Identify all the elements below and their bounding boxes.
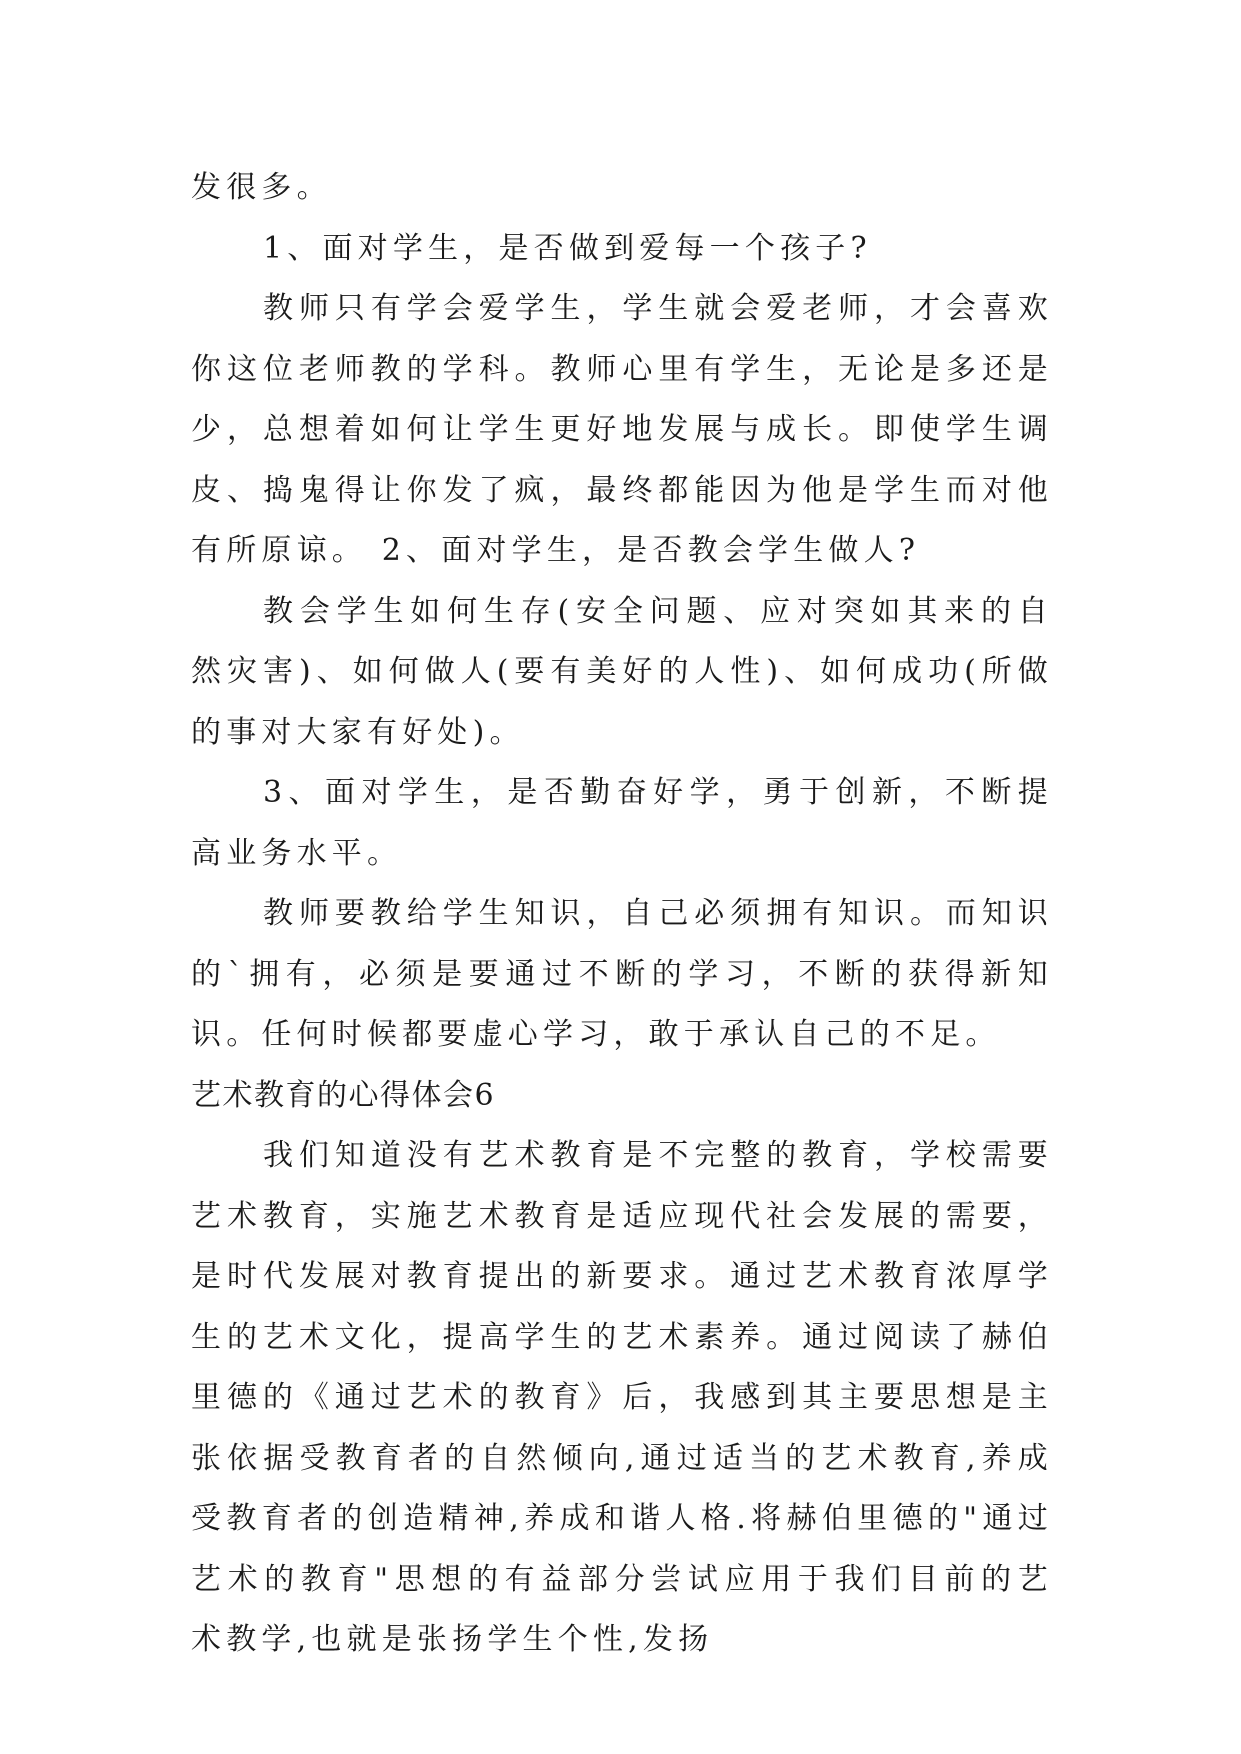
paragraph-question-1: 1、面对学生，是否做到爱每一个孩子? — [263, 230, 872, 266]
paragraph: 教师只有学会爱学生，学生就会爱老师，才会喜欢你这位老师教的学科。教师心里有学生，无论是多还是少，总想着如何让学生更好地发展与成长。即使学生调皮、捣鬼得让你发了疯，最终都能因为他是学生而对他有所原谅。 2、面对学生，是否教会学生做人? — [191, 291, 1053, 568]
paragraph: 教会学生如何生存(安全问题、应对突如其来的自然灾害)、如何做人(要有美好的人性)、如何成功(所做的事对大家有好处)。 — [191, 593, 1053, 750]
section-heading: 艺术教育的心得体会6 — [191, 1077, 496, 1113]
paragraph: 教师要教给学生知识，自己必须拥有知识。而知识的`拥有，必须是要通过不断的学习，不断的获得新知识。任何时候都要虚心学习，敢于承认自己的不足。 — [191, 896, 1053, 1052]
paragraph-question-3: 3、面对学生，是否勤奋好学，勇于创新，不断提高业务水平。 — [191, 775, 1053, 871]
paragraph: 我们知道没有艺术教育是不完整的教育，学校需要艺术教育，实施艺术教育是适应现代社会发展的需要，是时代发展对教育提出的新要求。通过艺术教育浓厚学生的艺术文化，提高学生的艺术素养。通过阅读了赫伯里德的《通过艺术的教育》后，我感到其主要思想是主张依据受教育者的自然倾向,通过适当的艺术教育,养成受教育者的创造精神,养成和谐人格.将赫伯里德的"通过艺术的教育"思想的有益部分尝试应用于我们目前的艺术教学,也就是张扬学生个性,发扬 — [191, 1138, 1053, 1657]
document-page — [191, 158, 1053, 1671]
paragraph: 发很多。 — [191, 170, 332, 205]
